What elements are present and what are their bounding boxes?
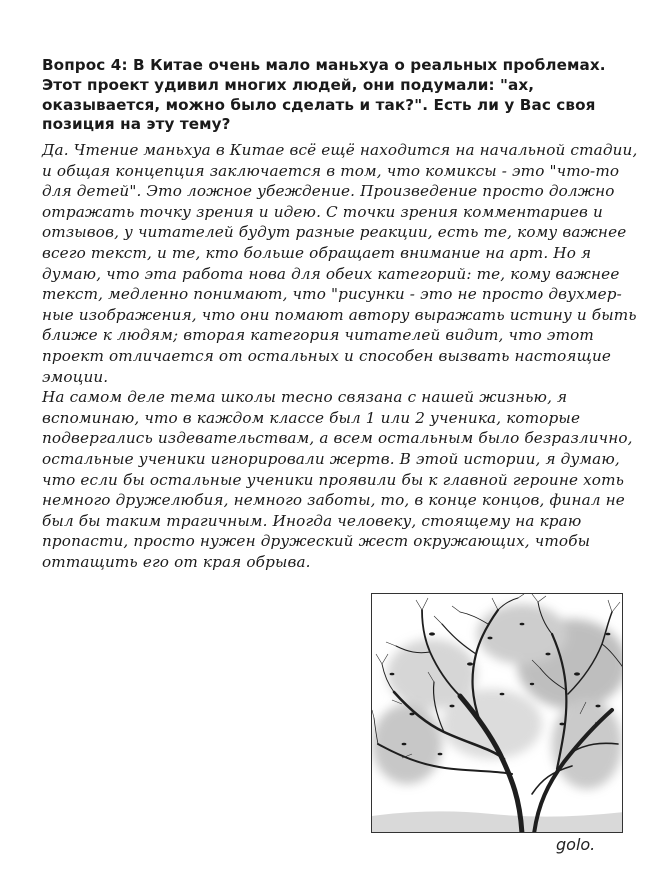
artist-signature: golo.: [556, 835, 596, 854]
answer-line: вспоминаю, что в каждом классе был 1 или 2 ученика, которые: [42, 408, 581, 427]
answer-paragraph-1: [42, 140, 638, 387]
answer-line: ближе к людям; вторая категория читателей видит, что этот: [42, 326, 594, 345]
answer-line: ные изображения, что они помают автору выражать истину и быть: [42, 305, 637, 324]
answer-line: проект отличается от остальных и способен вызвать настоящие: [42, 346, 612, 365]
question-line: позиция на эту тему?: [42, 115, 231, 134]
answer-line: На самом деле тема школы тесно связана с нашей жизнью, я: [42, 388, 568, 407]
answer-line: немного дружелюбия, немного заботы, то, в конце концов, финал не: [42, 491, 625, 510]
answer-line: текст, медленно понимают, что "рисунки - это не просто двухмер-: [42, 285, 622, 304]
answer-line: подвергались издевательствам, а всем остальным было безразлично,: [42, 429, 633, 448]
question-line: оказывается, можно было сделать и так?". Есть ли у Вас своя: [42, 95, 596, 114]
answer-line: пропасти, просто нужен дружеский жест окружающих, чтобы: [42, 532, 591, 551]
answer-line: думаю, что эта работа нова для обеих категорий: те, кому важнее: [42, 264, 620, 283]
answer-line: остальные ученики игнорировали жертв. В этой истории, я думаю,: [42, 449, 620, 468]
answer-line: оттащить его от края обрыва.: [42, 552, 311, 571]
answer-line: эмоции.: [42, 367, 109, 386]
question-line: Вопрос 4: В Китае очень мало маньхуа о реальных проблемах.: [42, 56, 606, 74]
answer-line: и общая концепция заключается в том, что комиксы - это "что-то: [42, 161, 620, 180]
answer-line: был бы таким трагичным. Иногда человеку, стоящему на краю: [42, 511, 582, 530]
answer-line: отражать точку зрения и идею. С точки зрения комментариев и: [42, 202, 603, 221]
tree-sketch: [372, 594, 623, 833]
question-line: Этот проект удивил многих людей, они подумали: "ах,: [42, 75, 535, 94]
answer-line: всего текст, и те, кто больше обращает внимание на арт. Но я: [42, 243, 592, 262]
answer-line: что если бы остальные ученики проявили бы к главной героине хоть: [42, 470, 625, 489]
tree-illustration: [371, 593, 623, 833]
answer-line: для детей". Это ложное убеждение. Произведение просто должно: [42, 182, 615, 201]
question-heading: [42, 56, 606, 135]
answer-paragraph-2: [42, 387, 632, 572]
answer-line: Да. Чтение маньхуа в Китае всё ещё находится на начальной стадии,: [42, 141, 638, 159]
answer-line: отзывов, у читателей будут разные реакции, есть те, кому важнее: [42, 223, 627, 242]
answer-body: [42, 140, 638, 572]
